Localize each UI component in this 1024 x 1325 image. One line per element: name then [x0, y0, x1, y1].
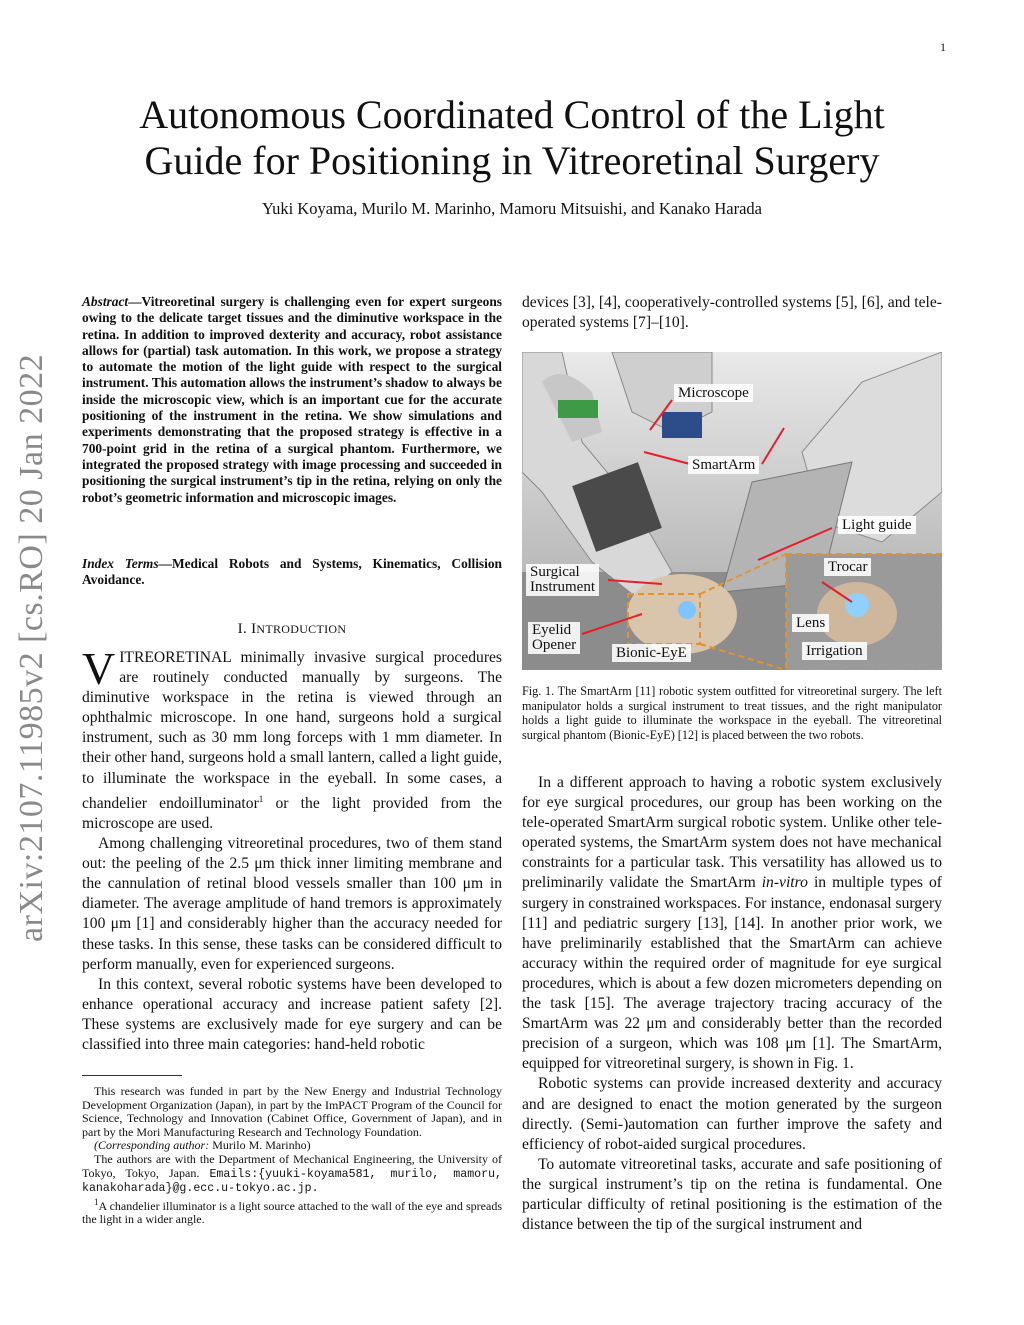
label-eyelid-line-1: Eyelid [532, 622, 572, 638]
eye-light-spot [678, 601, 696, 619]
section-heading-introduction [82, 621, 502, 638]
label-eyelid-line-2: Opener [532, 637, 577, 653]
intro-paragraph-1 [82, 643, 502, 834]
label-microscope: Microscope [674, 384, 753, 402]
intro-p1-text: ITREORETINAL minimally invasive surgical procedures are routinely conducted manually by surgeons. The diminutive workspace in the retina is viewed through an ophthalmic microscope. In one hand, surgeons hold a surgical instrument, such as 30 mm long forceps with 1 mm diameter. In their other hand, surgeons hold a small lantern, called a light guide, to illuminate the workspace in the eyeball. In some cases, a chandelier endoilluminator [82, 649, 502, 812]
microscope-lens [662, 412, 702, 438]
inset-light [845, 593, 869, 617]
index-terms-text: —Medical Robots and Systems, Kinematics, Collision Avoidance. [82, 556, 502, 588]
paper-title [80, 92, 944, 184]
right-paragraph-3: To automate vitreoretinal tasks, accurate and safe positioning of the surgical instrument’s tip on the retina is fundamental. One particular difficulty of retinal positioning is the estimation of the distance between the tip of the surgical instrument and [522, 1155, 942, 1234]
footnotes [82, 1085, 502, 1227]
introduction-body [82, 643, 502, 1055]
footnote-divider [82, 1075, 182, 1076]
intro-p1-tail: or the light provided from the microscope are used. [82, 794, 502, 832]
title-line-1: Autonomous Coordinated Control of the Light [139, 92, 885, 137]
label-lens: Lens [792, 614, 829, 632]
label-smartarm: SmartArm [688, 456, 759, 474]
label-bionic-eye: Bionic-EyE [612, 644, 691, 662]
index-terms-label: Index Terms [82, 556, 159, 571]
index-terms [82, 556, 502, 589]
label-surgical-line-1: Surgical [530, 564, 580, 580]
label-surgical-instrument [526, 564, 599, 596]
figure-1-caption: Fig. 1. The SmartArm [11] robotic system outfitted for vitreoretinal surgery. The left manipulator holds a surgical instrument to treat tissues, and the right manipulator holds a light guide to illuminate the workspace in the eyeball. The vitreoretinal surgical phantom (Bionic-EyE) [12] is placed between the two robots. [522, 684, 942, 742]
section-rest: NTRODUCTION [256, 622, 347, 636]
label-light-guide: Light guide [838, 516, 916, 534]
figure-1-photo [522, 352, 942, 670]
section-numeral: I. [237, 621, 252, 637]
right-p1-text-b: in multiple types of surgery in constrained workspaces. For instance, endonasal surgery [11] and pediatric surgery [13], [14]. In another prior work, we have preliminarily established that the SmartArm can achieve accuracy within the required order of magnitude for eye surgical procedures, which is about a few dozen micrometers depending on the task [15]. The average trajectory tracing accuracy of the SmartArm was 22 μm and considerably better than the recorded precision of a surgeon, which was 108 μm [1]. The SmartArm, equipped for vitreoretinal surgery, is shown in Fig. 1. [522, 874, 942, 1073]
corresponding-name: Murilo M. Marinho) [209, 1138, 311, 1153]
title-line-2: Guide for Positioning in Vitreoretinal Surgery [144, 138, 880, 183]
abstract-label: Abstract [82, 294, 129, 309]
corresponding-author-note [82, 1139, 502, 1153]
page-number: 1 [940, 40, 946, 54]
abstract-text: —Vitreoretinal surgery is challenging even for expert surgeons owing to the delicate target tissues and the diminutive workspace in the retina. In addition to improved dexterity and accuracy, robot assistance allows for (partial) task automation. In this work, we propose a strategy to automate the motion of the light guide with respect to the surgical instrument. This automation allows the instrument’s shadow to always be inside the microscopic view, which is an important cue for the accurate positioning of the instrument in the retina. We show simulations and experiments demonstrating that the proposed strategy is effective in a 700-point grid in the retina of a surgical phantom. Furthermore, we integrated the proposed strategy with image processing and succeeded in positioning the surgical instrument’s tip in the retina, relying on only the robot’s geometric information and microscopic images. [82, 294, 502, 505]
email-list[interactable]: Emails:{yuuki-koyama581, murilo, mamoru, kanakoharada}@g.ecc.u-tokyo.ac.jp. [82, 1167, 503, 1196]
label-trocar: Trocar [824, 558, 871, 576]
arxiv-identifier[interactable]: arXiv:2107.11985v2 [cs.RO] 20 Jan 2022 [13, 353, 50, 942]
author-list: Yuki Koyama, Murilo M. Marinho, Mamoru Mitsuishi, and Kanako Harada [262, 199, 762, 218]
right-paragraph-2: Robotic systems can provide increased dexterity and accuracy and are designed to enact the motion generated by the surgeon directly. (Semi-)automation can further improve the safety and efficiency of robot-aided surgical procedures. [522, 1075, 942, 1153]
right-column-intro: devices [3], [4], cooperatively-controlled systems [5], [6], and tele-operated systems [7]–[10]. [522, 294, 942, 332]
abstract [82, 294, 502, 506]
label-eyelid-opener [528, 622, 580, 654]
right-paragraph-1 [522, 773, 942, 1074]
footnote-marker-1[interactable]: 1 [258, 793, 264, 804]
funding-note: This research was funded in part by the New Energy and Industrial Technology Development Organization (Japan), in part by the ImPACT Program of the Council for Science, Technology and Innovation (Cabinet Office, Government of Japan), and in part by the Mori Manufacturing Research and Technology Foundation. [82, 1084, 502, 1139]
right-p1-italic: in-vitro [761, 874, 808, 892]
label-surgical-line-2: Instrument [530, 579, 595, 595]
right-column-body [522, 773, 942, 1235]
label-irrigation: Irrigation [802, 642, 867, 660]
footnote-1 [82, 1196, 502, 1227]
corresponding-label: (Corresponding author: [94, 1138, 210, 1153]
drop-cap: V [82, 643, 116, 694]
green-collar [558, 400, 598, 418]
affiliation-text: The authors are with the Department of Mechanical Engineering, the University of Tokyo, Tokyo, Japan. [82, 1151, 502, 1180]
section-initial: I [251, 621, 257, 637]
right-p1-text-a: In a different approach to having a robotic system exclusively for eye surgical procedures, our group has been working on the tele-operated SmartArm surgical robotic system. Unlike other tele-operated systems, the SmartArm system does not have mechanical constraints for a particular task. This versatility has allowed us to preliminarily validate the SmartArm [522, 774, 942, 892]
intro-paragraph-3: In this context, several robotic systems have been developed to enhance operational accuracy and increase patient safety [2]. These systems are exclusively made for eye surgery and can be classified into three main categories: hand-held robotic [82, 975, 502, 1053]
footnote-1-mark: 1 [94, 1196, 99, 1207]
intro-paragraph-2: Among challenging vitreoretinal procedures, two of them stand out: the peeling of the 2.5 μm thick inner limiting membrane and the cannulation of retinal blood vessels smaller than 100 μm in diameter. The average amplitude of hand tremors is approximately 100 μm [1] and considerably higher than the accuracy needed for these tasks. In this sense, these tasks can be considered difficult to perform manually, even for experienced surgeons. [82, 835, 502, 973]
footnote-1-text: A chandelier illuminator is a light source attached to the wall of the eye and spreads the light in a wider angle. [82, 1198, 502, 1227]
affiliation-note [82, 1153, 502, 1196]
